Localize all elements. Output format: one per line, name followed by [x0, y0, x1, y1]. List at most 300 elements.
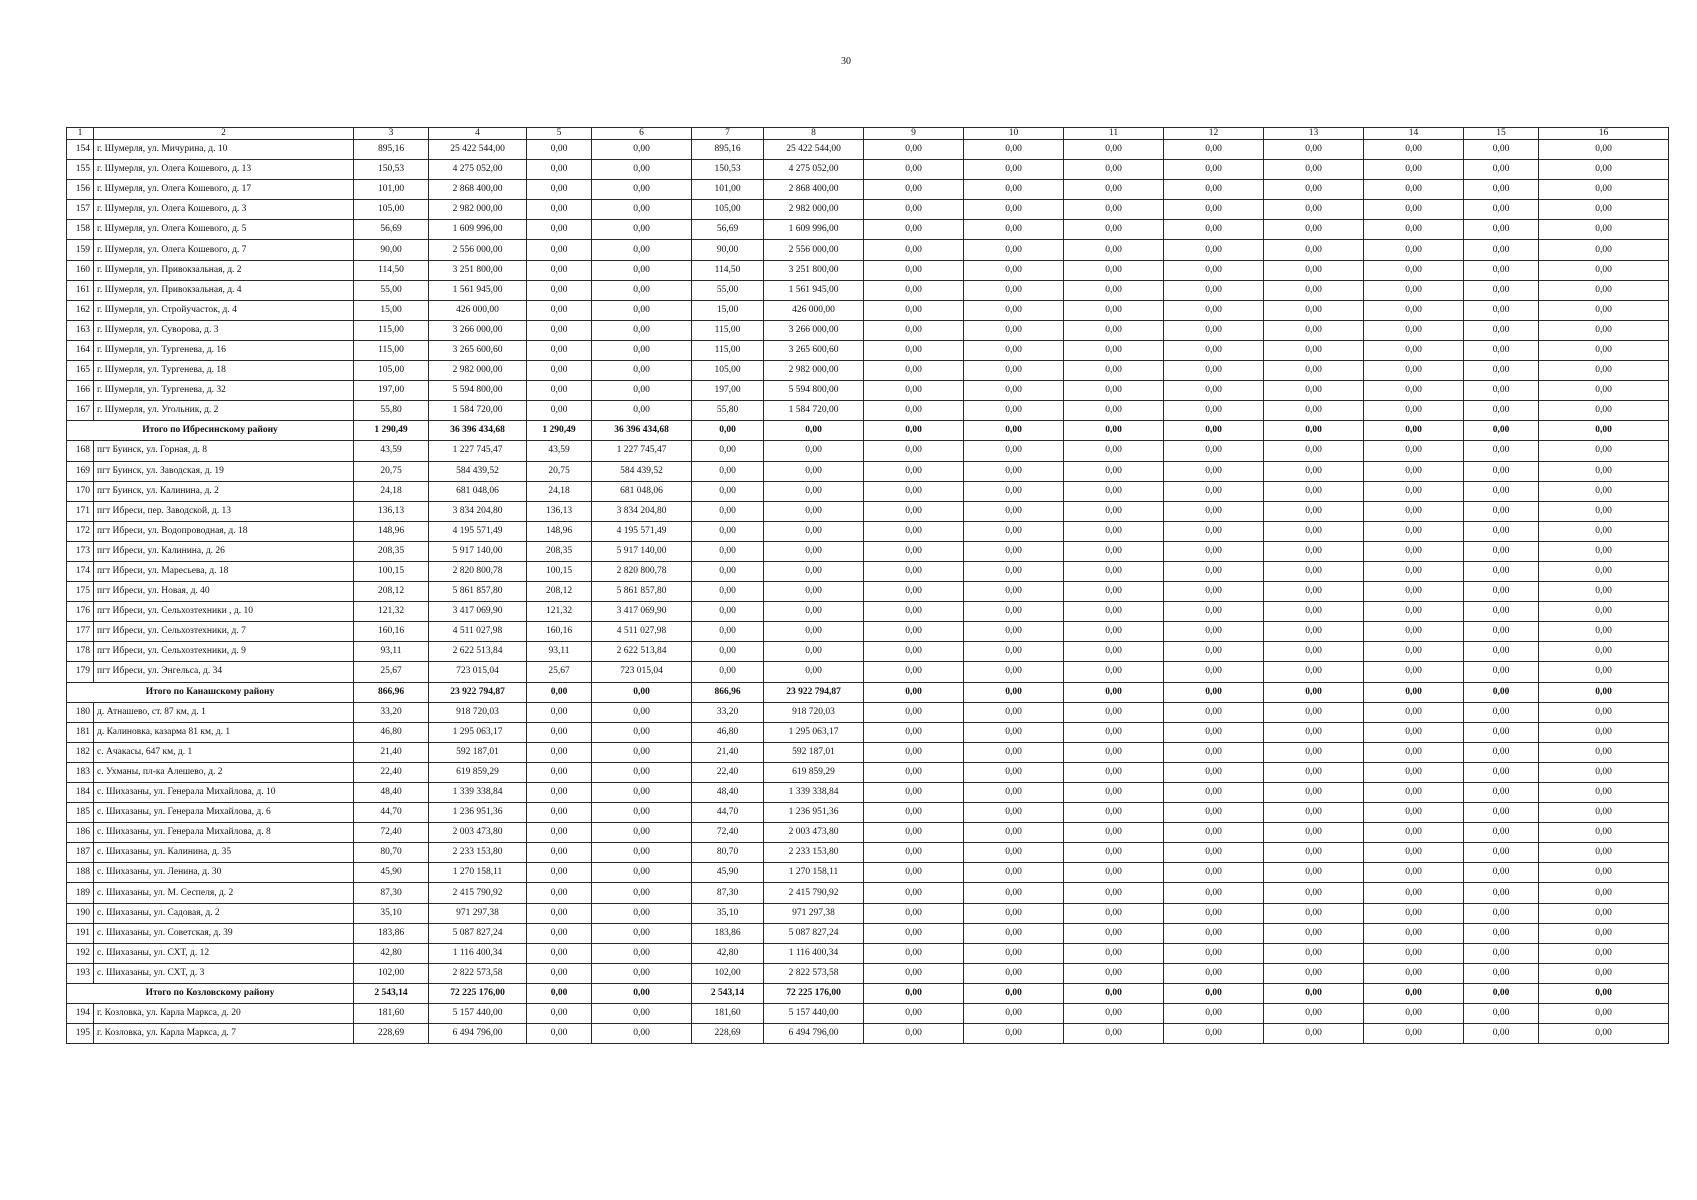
- value-cell: 0,00: [864, 843, 964, 863]
- value-cell: 0,00: [864, 923, 964, 943]
- total-cell: 0,00: [1264, 983, 1364, 1003]
- value-cell: 723 015,04: [592, 662, 692, 682]
- table-row: [67, 200, 1669, 220]
- address-cell: пгт Ибреси, ул. Новая, д. 40: [94, 582, 354, 602]
- total-cell: 0,00: [1464, 421, 1539, 441]
- value-cell: 0,00: [1064, 521, 1164, 541]
- value-cell: 0,00: [1464, 843, 1539, 863]
- value-cell: 22,40: [692, 762, 764, 782]
- address-cell: д. Атнашево, ст. 87 км, д. 1: [94, 702, 354, 722]
- table-row: [67, 220, 1669, 240]
- total-cell: 0,00: [1064, 983, 1164, 1003]
- value-cell: 0,00: [1064, 883, 1164, 903]
- row-number: 166: [67, 381, 94, 401]
- row-number: 185: [67, 803, 94, 823]
- value-cell: 0,00: [1539, 381, 1669, 401]
- value-cell: 0,00: [1264, 803, 1364, 823]
- value-cell: 0,00: [1264, 1004, 1364, 1024]
- value-cell: 0,00: [1364, 783, 1464, 803]
- value-cell: 681 048,06: [592, 481, 692, 501]
- value-cell: 46,80: [354, 722, 429, 742]
- value-cell: 0,00: [1064, 963, 1164, 983]
- address-cell: пгт Буинск, ул. Заводская, д. 19: [94, 461, 354, 481]
- value-cell: 0,00: [1164, 561, 1264, 581]
- value-cell: 3 834 204,80: [592, 501, 692, 521]
- value-cell: 0,00: [1364, 722, 1464, 742]
- value-cell: 0,00: [527, 220, 592, 240]
- value-cell: 0,00: [1264, 863, 1364, 883]
- value-cell: 0,00: [864, 863, 964, 883]
- value-cell: 2 622 513,84: [429, 642, 527, 662]
- row-number: 162: [67, 300, 94, 320]
- row-number: 183: [67, 762, 94, 782]
- value-cell: 0,00: [592, 381, 692, 401]
- value-cell: 918 720,03: [429, 702, 527, 722]
- value-cell: 0,00: [864, 903, 964, 923]
- value-cell: 0,00: [1364, 702, 1464, 722]
- value-cell: 0,00: [1164, 180, 1264, 200]
- column-number-row: [67, 128, 1669, 140]
- value-cell: 0,00: [1064, 803, 1164, 823]
- value-cell: 181,60: [354, 1004, 429, 1024]
- value-cell: 0,00: [692, 461, 764, 481]
- value-cell: 0,00: [592, 923, 692, 943]
- value-cell: 0,00: [964, 561, 1064, 581]
- value-cell: 5 861 857,80: [429, 582, 527, 602]
- value-cell: 0,00: [1464, 140, 1539, 160]
- value-cell: 0,00: [864, 240, 964, 260]
- total-cell: 0,00: [864, 421, 964, 441]
- value-cell: 33,20: [354, 702, 429, 722]
- value-cell: 0,00: [1264, 401, 1364, 421]
- table-row: [67, 401, 1669, 421]
- value-cell: 0,00: [1164, 722, 1264, 742]
- value-cell: 5 157 440,00: [429, 1004, 527, 1024]
- value-cell: 0,00: [964, 1004, 1064, 1024]
- value-cell: 0,00: [692, 602, 764, 622]
- value-cell: 0,00: [1464, 240, 1539, 260]
- value-cell: 0,00: [1264, 762, 1364, 782]
- value-cell: 0,00: [1164, 461, 1264, 481]
- value-cell: 0,00: [1364, 220, 1464, 240]
- value-cell: 1 236 951,36: [764, 803, 864, 823]
- value-cell: 0,00: [1164, 300, 1264, 320]
- value-cell: 0,00: [1539, 943, 1669, 963]
- total-cell: 1 290,49: [527, 421, 592, 441]
- address-cell: г. Шумерля, ул. Суворова, д. 3: [94, 320, 354, 340]
- value-cell: 0,00: [592, 220, 692, 240]
- value-cell: 0,00: [1064, 200, 1164, 220]
- value-cell: 0,00: [964, 381, 1064, 401]
- value-cell: 0,00: [764, 541, 864, 561]
- value-cell: 0,00: [1164, 200, 1264, 220]
- value-cell: 0,00: [1164, 501, 1264, 521]
- value-cell: 0,00: [764, 441, 864, 461]
- value-cell: 0,00: [964, 401, 1064, 421]
- value-cell: 0,00: [864, 642, 964, 662]
- col-header: 10: [964, 128, 1064, 140]
- value-cell: 105,00: [354, 361, 429, 381]
- value-cell: 0,00: [1364, 140, 1464, 160]
- value-cell: 0,00: [692, 662, 764, 682]
- address-cell: с. Шихазаны, ул. Садовая, д. 2: [94, 903, 354, 923]
- value-cell: 197,00: [354, 381, 429, 401]
- col-header: 14: [1364, 128, 1464, 140]
- value-cell: 0,00: [1539, 280, 1669, 300]
- table-row: [67, 722, 1669, 742]
- value-cell: 0,00: [1364, 602, 1464, 622]
- value-cell: 208,35: [527, 541, 592, 561]
- value-cell: 2 556 000,00: [764, 240, 864, 260]
- row-number: 176: [67, 602, 94, 622]
- value-cell: 0,00: [1364, 963, 1464, 983]
- value-cell: 228,69: [354, 1024, 429, 1044]
- total-cell: 0,00: [1364, 682, 1464, 702]
- total-cell: 0,00: [1164, 983, 1264, 1003]
- value-cell: 0,00: [1264, 481, 1364, 501]
- value-cell: 2 556 000,00: [429, 240, 527, 260]
- value-cell: 0,00: [1164, 582, 1264, 602]
- total-cell: 36 396 434,68: [592, 421, 692, 441]
- table-row: [67, 783, 1669, 803]
- value-cell: 0,00: [964, 320, 1064, 340]
- value-cell: 0,00: [764, 642, 864, 662]
- value-cell: 0,00: [1264, 742, 1364, 762]
- value-cell: 0,00: [1364, 501, 1464, 521]
- value-cell: 0,00: [964, 200, 1064, 220]
- value-cell: 1 584 720,00: [429, 401, 527, 421]
- value-cell: 0,00: [592, 260, 692, 280]
- row-number: 161: [67, 280, 94, 300]
- value-cell: 0,00: [1539, 461, 1669, 481]
- value-cell: 0,00: [1539, 1004, 1669, 1024]
- value-cell: 0,00: [1064, 582, 1164, 602]
- value-cell: 0,00: [1539, 140, 1669, 160]
- value-cell: 0,00: [1164, 140, 1264, 160]
- value-cell: 93,11: [527, 642, 592, 662]
- value-cell: 4 195 571,49: [429, 521, 527, 541]
- row-number: 193: [67, 963, 94, 983]
- value-cell: 0,00: [1264, 823, 1364, 843]
- value-cell: 0,00: [864, 381, 964, 401]
- value-cell: 0,00: [1539, 742, 1669, 762]
- value-cell: 0,00: [864, 1004, 964, 1024]
- value-cell: 0,00: [1539, 903, 1669, 923]
- value-cell: 0,00: [964, 602, 1064, 622]
- value-cell: 0,00: [964, 160, 1064, 180]
- value-cell: 0,00: [1364, 863, 1464, 883]
- value-cell: 0,00: [864, 140, 964, 160]
- value-cell: 0,00: [1539, 702, 1669, 722]
- value-cell: 43,59: [527, 441, 592, 461]
- value-cell: 0,00: [592, 702, 692, 722]
- value-cell: 72,40: [354, 823, 429, 843]
- value-cell: 42,80: [692, 943, 764, 963]
- value-cell: 0,00: [764, 582, 864, 602]
- value-cell: 0,00: [1164, 883, 1264, 903]
- value-cell: 0,00: [864, 441, 964, 461]
- value-cell: 105,00: [354, 200, 429, 220]
- value-cell: 0,00: [1464, 602, 1539, 622]
- value-cell: 0,00: [964, 180, 1064, 200]
- value-cell: 0,00: [964, 501, 1064, 521]
- table-row: [67, 501, 1669, 521]
- value-cell: 2 822 573,58: [429, 963, 527, 983]
- value-cell: 0,00: [592, 963, 692, 983]
- value-cell: 0,00: [527, 1004, 592, 1024]
- value-cell: 0,00: [527, 863, 592, 883]
- value-cell: 0,00: [964, 642, 1064, 662]
- value-cell: 0,00: [527, 943, 592, 963]
- value-cell: 1 270 158,11: [764, 863, 864, 883]
- table-row: [67, 943, 1669, 963]
- value-cell: 0,00: [1064, 1024, 1164, 1044]
- value-cell: 0,00: [964, 300, 1064, 320]
- value-cell: 0,00: [1539, 300, 1669, 320]
- value-cell: 0,00: [1164, 441, 1264, 461]
- table-row: [67, 622, 1669, 642]
- value-cell: 0,00: [592, 320, 692, 340]
- value-cell: 0,00: [1464, 320, 1539, 340]
- total-cell: 0,00: [1539, 421, 1669, 441]
- value-cell: 0,00: [864, 320, 964, 340]
- value-cell: 0,00: [864, 662, 964, 682]
- value-cell: 0,00: [1064, 240, 1164, 260]
- value-cell: 0,00: [1464, 662, 1539, 682]
- value-cell: 0,00: [1264, 160, 1364, 180]
- table-row: [67, 441, 1669, 461]
- value-cell: 0,00: [1539, 662, 1669, 682]
- value-cell: 0,00: [864, 481, 964, 501]
- address-cell: пгт Ибреси, ул. Энгельса, д. 34: [94, 662, 354, 682]
- table-row: [67, 923, 1669, 943]
- value-cell: 35,10: [354, 903, 429, 923]
- value-cell: 1 609 996,00: [764, 220, 864, 240]
- value-cell: 93,11: [354, 642, 429, 662]
- value-cell: 0,00: [1064, 320, 1164, 340]
- value-cell: 0,00: [864, 280, 964, 300]
- value-cell: 1 227 745,47: [429, 441, 527, 461]
- value-cell: 0,00: [964, 521, 1064, 541]
- row-number: 169: [67, 461, 94, 481]
- value-cell: 0,00: [692, 582, 764, 602]
- address-cell: д. Калиновка, казарма 81 км, д. 1: [94, 722, 354, 742]
- value-cell: 21,40: [692, 742, 764, 762]
- address-cell: с. Ухманы, пл-ка Алешево, д. 2: [94, 762, 354, 782]
- value-cell: 0,00: [1464, 642, 1539, 662]
- table-row: [67, 582, 1669, 602]
- value-cell: 0,00: [1464, 260, 1539, 280]
- value-cell: 0,00: [1539, 160, 1669, 180]
- address-cell: с. Шихазаны, ул. Ленина, д. 30: [94, 863, 354, 883]
- value-cell: 0,00: [864, 602, 964, 622]
- value-cell: 0,00: [1164, 622, 1264, 642]
- value-cell: 0,00: [1539, 561, 1669, 581]
- table-row: [67, 883, 1669, 903]
- value-cell: 43,59: [354, 441, 429, 461]
- value-cell: 0,00: [1364, 1024, 1464, 1044]
- value-cell: 24,18: [354, 481, 429, 501]
- value-cell: 1 227 745,47: [592, 441, 692, 461]
- total-cell: 0,00: [964, 983, 1064, 1003]
- value-cell: 0,00: [1264, 662, 1364, 682]
- row-number: 154: [67, 140, 94, 160]
- value-cell: 0,00: [864, 300, 964, 320]
- table-row: [67, 160, 1669, 180]
- value-cell: 0,00: [527, 742, 592, 762]
- table-row: [67, 843, 1669, 863]
- value-cell: 0,00: [964, 582, 1064, 602]
- value-cell: 48,40: [692, 783, 764, 803]
- value-cell: 48,40: [354, 783, 429, 803]
- value-cell: 5 087 827,24: [764, 923, 864, 943]
- value-cell: 0,00: [964, 220, 1064, 240]
- value-cell: 0,00: [1064, 461, 1164, 481]
- row-number: 163: [67, 320, 94, 340]
- value-cell: 4 195 571,49: [592, 521, 692, 541]
- total-cell: 0,00: [592, 983, 692, 1003]
- value-cell: 0,00: [1264, 582, 1364, 602]
- value-cell: 0,00: [864, 943, 964, 963]
- value-cell: 0,00: [1364, 923, 1464, 943]
- address-cell: г. Шумерля, ул. Олега Кошевого, д. 3: [94, 200, 354, 220]
- value-cell: 0,00: [1064, 561, 1164, 581]
- value-cell: 0,00: [592, 823, 692, 843]
- value-cell: 0,00: [527, 401, 592, 421]
- address-cell: с. Шихазаны, ул. Генерала Михайлова, д. 10: [94, 783, 354, 803]
- address-cell: с. Шихазаны, ул. Генерала Михайлова, д. 6: [94, 803, 354, 823]
- value-cell: 0,00: [964, 441, 1064, 461]
- value-cell: 5 594 800,00: [429, 381, 527, 401]
- value-cell: 0,00: [1264, 140, 1364, 160]
- value-cell: 0,00: [1064, 742, 1164, 762]
- total-cell: 0,00: [1464, 983, 1539, 1003]
- value-cell: 101,00: [354, 180, 429, 200]
- value-cell: 0,00: [1164, 521, 1264, 541]
- value-cell: 2 415 790,92: [764, 883, 864, 903]
- value-cell: 0,00: [692, 481, 764, 501]
- value-cell: 0,00: [764, 481, 864, 501]
- value-cell: 0,00: [1264, 883, 1364, 903]
- value-cell: 0,00: [1364, 662, 1464, 682]
- value-cell: 3 834 204,80: [429, 501, 527, 521]
- value-cell: 0,00: [1164, 762, 1264, 782]
- value-cell: 0,00: [1264, 923, 1364, 943]
- table-row: [67, 903, 1669, 923]
- value-cell: 0,00: [1164, 260, 1264, 280]
- value-cell: 0,00: [1464, 280, 1539, 300]
- row-number: 194: [67, 1004, 94, 1024]
- value-cell: 0,00: [1264, 200, 1364, 220]
- total-cell: 0,00: [1464, 682, 1539, 702]
- value-cell: 181,60: [692, 1004, 764, 1024]
- value-cell: 0,00: [1164, 340, 1264, 360]
- col-header: 13: [1264, 128, 1364, 140]
- total-cell: 0,00: [1264, 421, 1364, 441]
- value-cell: 0,00: [1064, 642, 1164, 662]
- total-cell: 0,00: [1064, 682, 1164, 702]
- value-cell: 87,30: [692, 883, 764, 903]
- value-cell: 100,15: [527, 561, 592, 581]
- value-cell: 0,00: [1164, 783, 1264, 803]
- address-cell: с. Шихазаны, ул. СХТ, д. 3: [94, 963, 354, 983]
- value-cell: 0,00: [527, 320, 592, 340]
- value-cell: 0,00: [527, 762, 592, 782]
- value-cell: 5 087 827,24: [429, 923, 527, 943]
- total-cell: 0,00: [527, 682, 592, 702]
- address-cell: с. Шихазаны, ул. СХТ, д. 12: [94, 943, 354, 963]
- value-cell: 55,00: [354, 280, 429, 300]
- value-cell: 0,00: [864, 742, 964, 762]
- value-cell: 115,00: [692, 340, 764, 360]
- value-cell: 0,00: [964, 622, 1064, 642]
- value-cell: 0,00: [1264, 903, 1364, 923]
- value-cell: 0,00: [964, 340, 1064, 360]
- value-cell: 0,00: [1464, 622, 1539, 642]
- value-cell: 0,00: [964, 461, 1064, 481]
- value-cell: 0,00: [527, 883, 592, 903]
- value-cell: 228,69: [692, 1024, 764, 1044]
- address-cell: пгт Ибреси, ул. Сельхозтехники, д. 9: [94, 642, 354, 662]
- value-cell: 0,00: [1064, 401, 1164, 421]
- total-cell: 72 225 176,00: [764, 983, 864, 1003]
- total-label: Итого по Козловскому району: [67, 983, 354, 1003]
- value-cell: 1 561 945,00: [429, 280, 527, 300]
- value-cell: 0,00: [527, 361, 592, 381]
- value-cell: 0,00: [964, 803, 1064, 823]
- value-cell: 0,00: [1464, 923, 1539, 943]
- row-number: 186: [67, 823, 94, 843]
- value-cell: 0,00: [1064, 441, 1164, 461]
- value-cell: 0,00: [527, 340, 592, 360]
- total-cell: 0,00: [864, 983, 964, 1003]
- col-header: 5: [527, 128, 592, 140]
- value-cell: 2 003 473,80: [429, 823, 527, 843]
- value-cell: 0,00: [1064, 762, 1164, 782]
- value-cell: 0,00: [1364, 843, 1464, 863]
- row-number: 187: [67, 843, 94, 863]
- value-cell: 0,00: [1064, 622, 1164, 642]
- table-row: [67, 361, 1669, 381]
- value-cell: 0,00: [1364, 541, 1464, 561]
- address-cell: г. Козловка, ул. Карла Маркса, д. 20: [94, 1004, 354, 1024]
- value-cell: 0,00: [964, 361, 1064, 381]
- value-cell: 0,00: [527, 823, 592, 843]
- row-number: 179: [67, 662, 94, 682]
- address-cell: г. Шумерля, ул. Тургенева, д. 32: [94, 381, 354, 401]
- value-cell: 0,00: [1164, 943, 1264, 963]
- value-cell: 208,12: [527, 582, 592, 602]
- value-cell: 35,10: [692, 903, 764, 923]
- row-number: 157: [67, 200, 94, 220]
- value-cell: 136,13: [354, 501, 429, 521]
- value-cell: 0,00: [964, 883, 1064, 903]
- value-cell: 0,00: [1164, 963, 1264, 983]
- value-cell: 0,00: [764, 501, 864, 521]
- value-cell: 208,35: [354, 541, 429, 561]
- row-number: 170: [67, 481, 94, 501]
- value-cell: 723 015,04: [429, 662, 527, 682]
- value-cell: 5 861 857,80: [592, 582, 692, 602]
- value-cell: 0,00: [1264, 340, 1364, 360]
- value-cell: 0,00: [1264, 501, 1364, 521]
- value-cell: 25 422 544,00: [764, 140, 864, 160]
- total-cell: 0,00: [1164, 421, 1264, 441]
- address-cell: с. Ачакасы, 647 км, д. 1: [94, 742, 354, 762]
- value-cell: 0,00: [1539, 240, 1669, 260]
- value-cell: 1 236 951,36: [429, 803, 527, 823]
- value-cell: 0,00: [1364, 561, 1464, 581]
